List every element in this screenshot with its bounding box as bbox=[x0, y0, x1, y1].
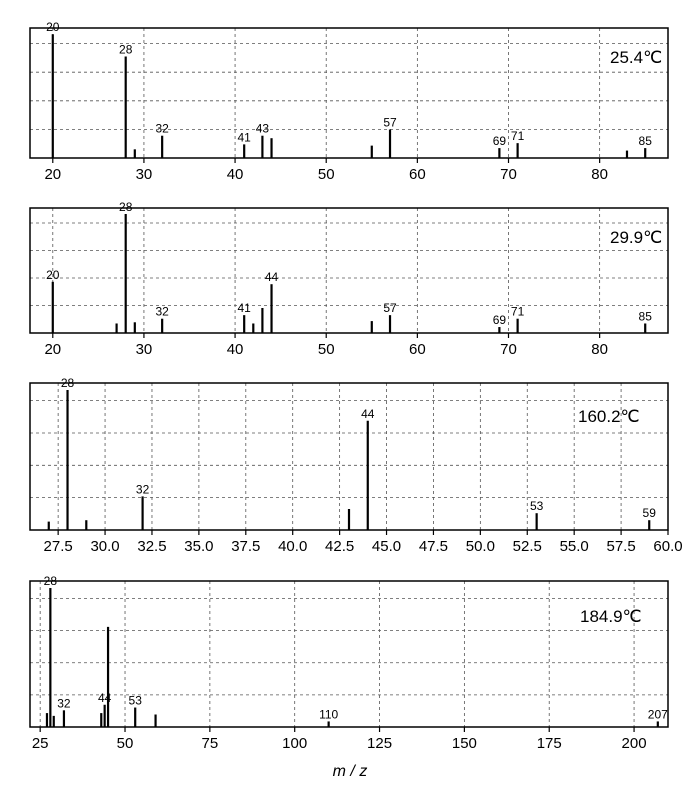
x-tick-label: 32.5 bbox=[137, 538, 167, 555]
peak-label: 28 bbox=[119, 199, 133, 214]
x-tick-label: 50 bbox=[116, 735, 134, 752]
peak-label: 85 bbox=[638, 309, 652, 324]
x-tick-label: 150 bbox=[451, 735, 477, 752]
x-tick-label: 80 bbox=[591, 341, 608, 358]
x-tick-label: 25 bbox=[31, 735, 49, 752]
x-tick-label: 40.0 bbox=[278, 538, 308, 555]
x-tick-label: 27.5 bbox=[43, 538, 73, 555]
peak-label: 32 bbox=[155, 121, 169, 136]
peak-label: 69 bbox=[492, 134, 507, 149]
temperature-annotation: 160.2℃ bbox=[578, 407, 640, 426]
peak-label: 28 bbox=[43, 573, 58, 588]
x-tick-label: 75 bbox=[201, 735, 219, 752]
x-tick-label: 55.0 bbox=[559, 538, 589, 555]
peak-label: 20 bbox=[46, 267, 60, 282]
x-tick-label: 60 bbox=[409, 341, 426, 358]
x-tick-label: 40 bbox=[226, 166, 244, 183]
peak-label: 32 bbox=[155, 304, 169, 319]
peak-label: 59 bbox=[642, 506, 656, 521]
x-tick-label: 175 bbox=[536, 735, 562, 752]
x-tick-label: 30 bbox=[135, 341, 153, 358]
x-tick-label: 80 bbox=[591, 166, 608, 183]
peak-label: 110 bbox=[319, 707, 339, 722]
peak-label: 41 bbox=[237, 130, 251, 145]
peak-label: 71 bbox=[510, 129, 525, 144]
x-tick-label: 50 bbox=[317, 166, 335, 183]
peak-label: 71 bbox=[510, 304, 525, 319]
temperature-annotation: 25.4℃ bbox=[610, 48, 663, 67]
peak-label: 44 bbox=[264, 270, 279, 285]
x-tick-label: 60.0 bbox=[653, 538, 683, 555]
peak-label: 53 bbox=[529, 499, 544, 514]
x-tick-label: 40 bbox=[226, 341, 244, 358]
x-tick-label: 30 bbox=[135, 166, 153, 183]
temperature-annotation: 184.9℃ bbox=[580, 607, 642, 626]
peak-label: 85 bbox=[638, 134, 652, 149]
peak-label: 32 bbox=[57, 696, 71, 711]
x-tick-label: 100 bbox=[282, 735, 308, 752]
spectrum-panel-4 bbox=[30, 574, 668, 752]
spectrum-panel-1 bbox=[30, 20, 668, 183]
x-tick-label: 57.5 bbox=[606, 538, 636, 555]
spectrum-panel-2 bbox=[30, 200, 668, 358]
x-tick-label: 30.0 bbox=[90, 538, 120, 555]
x-tick-label: 70 bbox=[500, 341, 517, 358]
x-tick-label: 42.5 bbox=[325, 538, 355, 555]
x-tick-label: 45.0 bbox=[371, 538, 402, 555]
x-tick-label: 37.5 bbox=[231, 538, 261, 555]
peak-label: 53 bbox=[128, 693, 142, 708]
peak-label: 28 bbox=[119, 42, 133, 57]
peak-label: 32 bbox=[135, 482, 150, 497]
peak-label: 57 bbox=[383, 115, 397, 130]
peak-label: 44 bbox=[361, 406, 375, 421]
plot-frame bbox=[30, 383, 668, 530]
x-tick-label: 60 bbox=[409, 166, 426, 183]
peak-label: 41 bbox=[237, 301, 251, 316]
peak-label: 20 bbox=[46, 20, 60, 35]
x-tick-label: 200 bbox=[621, 735, 647, 752]
peak-label: 44 bbox=[97, 690, 112, 705]
x-axis-label: m / z bbox=[332, 763, 368, 780]
peak-label: 207 bbox=[647, 707, 668, 722]
spectrum-panel-3 bbox=[30, 376, 683, 555]
x-tick-label: 50 bbox=[317, 341, 335, 358]
peak-label: 28 bbox=[60, 376, 75, 390]
peak-label: 43 bbox=[255, 121, 270, 136]
x-tick-label: 50.0 bbox=[465, 538, 495, 555]
x-tick-label: 20 bbox=[44, 166, 62, 183]
peak-label: 69 bbox=[492, 313, 507, 328]
x-tick-label: 35.0 bbox=[184, 538, 214, 555]
x-tick-label: 70 bbox=[500, 166, 517, 183]
x-tick-label: 47.5 bbox=[418, 538, 449, 555]
x-tick-label: 125 bbox=[367, 735, 393, 752]
x-tick-label: 20 bbox=[44, 341, 62, 358]
plot-frame bbox=[30, 581, 668, 727]
peak-label: 57 bbox=[383, 301, 397, 316]
temperature-annotation: 29.9℃ bbox=[610, 228, 663, 247]
x-tick-label: 52.5 bbox=[512, 538, 542, 555]
